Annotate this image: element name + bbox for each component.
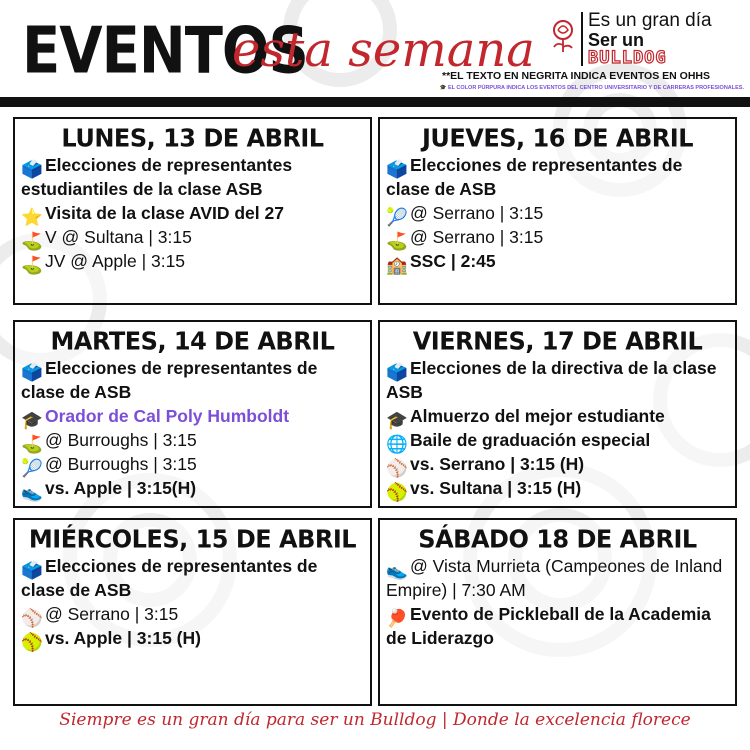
golf-icon: ⛳ — [21, 255, 43, 275]
ballot-icon: 🗳️ — [21, 362, 43, 382]
shoe-icon: 👟 — [386, 560, 408, 580]
day-card-tuesday — [13, 320, 372, 508]
day-card-saturday — [378, 518, 737, 706]
event-item — [21, 602, 364, 626]
event-text: V @ Sultana | 3:15 — [45, 227, 192, 247]
event-text: Elecciones de representantes estudiantiles de la clase ASB — [21, 155, 293, 199]
event-item — [21, 476, 364, 500]
day-title: JUEVES, 16 DE ABRIL — [421, 123, 694, 153]
baseball-icon: ⚾ — [21, 608, 43, 628]
event-item — [386, 602, 729, 650]
event-text: vs. Apple | 3:15 (H) — [45, 628, 201, 648]
event-text: @ Serrano | 3:15 — [45, 604, 179, 624]
event-item — [386, 404, 729, 428]
event-text: JV @ Apple | 3:15 — [45, 251, 186, 271]
event-item — [21, 356, 364, 404]
bold-legend-note: **EL TEXTO EN NEGRITA INDICA EVENTOS EN OHHS — [442, 70, 710, 82]
graduation-cap-icon: 🎓 — [21, 410, 43, 430]
event-text: Almuerzo del mejor estudiante — [410, 406, 665, 426]
day-title: VIERNES, 17 DE ABRIL — [412, 326, 703, 356]
event-text: vs. Sultana | 3:15 (H) — [410, 478, 582, 498]
brand-divider — [581, 12, 583, 66]
event-item — [21, 428, 364, 452]
event-text: @ Serrano | 3:15 — [410, 203, 544, 223]
event-item — [21, 452, 364, 476]
globe-icon: 🌐 — [386, 434, 408, 454]
paddle-icon: 🏓 — [386, 608, 408, 628]
brand-tagline-3: BULLDOG — [588, 48, 667, 68]
baseball-icon: ⚾ — [386, 458, 408, 478]
event-text: vs. Serrano | 3:15 (H) — [410, 454, 585, 474]
event-text: @ Burroughs | 3:15 — [45, 454, 197, 474]
event-text: @ Burroughs | 3:15 — [45, 430, 197, 450]
ballot-icon: 🗳️ — [386, 362, 408, 382]
event-text: Elecciones de representantes de clase de ASB — [386, 155, 683, 199]
brand-tagline-2: Ser un — [588, 30, 645, 50]
day-title: SÁBADO 18 DE ABRIL — [418, 524, 697, 554]
footer-slogan: Siempre es un gran día para ser un Bulldog | Donde la excelencia florece — [59, 710, 691, 730]
event-item — [386, 356, 729, 404]
event-text: Elecciones de representantes de clase de ASB — [21, 556, 318, 600]
shoe-icon: 👟 — [21, 482, 43, 502]
school-icon: 🏫 — [386, 255, 408, 275]
event-item — [21, 201, 364, 225]
event-item — [386, 428, 729, 452]
event-text: @ Serrano | 3:15 — [410, 227, 544, 247]
page-subtitle: esta semana — [232, 22, 535, 78]
ballot-icon: 🗳️ — [386, 159, 408, 179]
event-item — [386, 201, 729, 225]
event-text: Orador de Cal Poly Humboldt — [45, 406, 290, 426]
event-item — [386, 554, 729, 602]
ballot-icon: 🗳️ — [21, 159, 43, 179]
event-text: Elecciones de representantes de clase de ASB — [21, 358, 318, 402]
rose-logo-icon — [548, 18, 578, 54]
header — [0, 0, 750, 100]
event-item — [21, 404, 364, 428]
day-card-thursday — [378, 117, 737, 305]
golf-icon: ⛳ — [386, 231, 408, 251]
event-item — [21, 554, 364, 602]
event-item — [386, 225, 729, 249]
event-text: Evento de Pickleball de la Academia de Liderazgo — [386, 604, 711, 648]
day-card-wednesday — [13, 518, 372, 706]
day-title: LUNES, 13 DE ABRIL — [61, 123, 324, 153]
event-text: Visita de la clase AVID del 27 — [45, 203, 284, 223]
event-item — [386, 476, 729, 500]
brand-logo — [548, 8, 743, 70]
page-title: EVENTOS — [22, 14, 308, 89]
tennis-icon: 🎾 — [386, 207, 408, 227]
golf-icon: ⛳ — [21, 231, 43, 251]
graduation-cap-icon: 🎓 — [386, 410, 408, 430]
event-text: Baile de graduación especial — [410, 430, 651, 450]
tennis-icon: 🎾 — [21, 458, 43, 478]
event-item — [386, 153, 729, 201]
header-divider-bar — [0, 97, 750, 107]
event-item — [21, 225, 364, 249]
day-title: MIÉRCOLES, 15 DE ABRIL — [28, 524, 357, 554]
day-title: MARTES, 14 DE ABRIL — [50, 326, 335, 356]
golf-icon: ⛳ — [21, 434, 43, 454]
event-item — [21, 626, 364, 650]
softball-icon: 🥎 — [386, 482, 408, 502]
event-text: @ Vista Murrieta (Campeones de Inland Empire) | 7:30 AM — [386, 556, 723, 600]
softball-icon: 🥎 — [21, 632, 43, 652]
event-item — [21, 153, 364, 201]
day-card-friday — [378, 320, 737, 508]
purple-legend-note: 🎓 EL COLOR PÚRPURA INDICA LOS EVENTOS DEL CENTRO UNIVERSITARIO Y DE CARRERAS PROFESIONALES. — [439, 85, 744, 91]
brand-tagline-1: Es un gran día — [588, 10, 712, 31]
event-item — [21, 249, 364, 273]
event-item — [386, 452, 729, 476]
event-item — [386, 249, 729, 273]
ballot-icon: 🗳️ — [21, 560, 43, 580]
day-card-monday — [13, 117, 372, 305]
event-text: Elecciones de la directiva de la clase ASB — [386, 358, 717, 402]
event-text: vs. Apple | 3:15(H) — [45, 478, 197, 498]
event-text: SSC | 2:45 — [410, 251, 496, 271]
star-icon: ⭐ — [21, 207, 43, 227]
